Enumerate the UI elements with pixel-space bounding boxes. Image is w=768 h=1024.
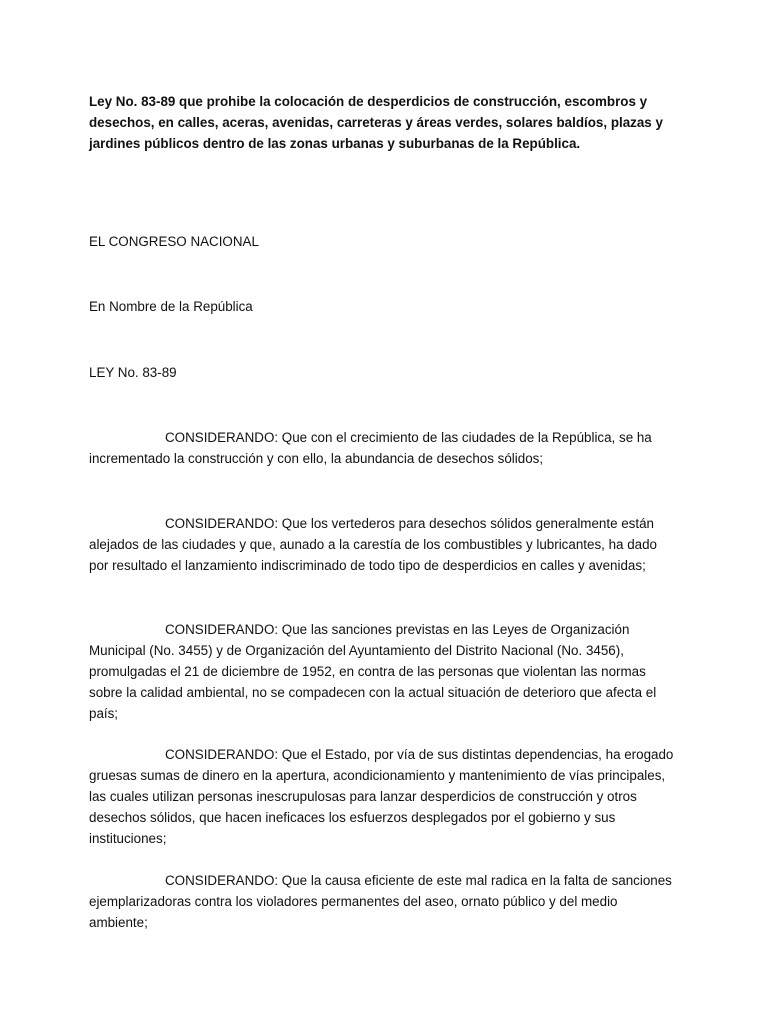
considerando-paragraph: CONSIDERANDO: Que las sanciones previstas en las Leyes de Organización Municipal (No. 3455) y de Organización del Ayuntamiento del Distrito Nacional (No. 3456), promulgadas el 21 de diciembre de 1952, en contra de las personas que violentan las normas sobre la calidad ambiental, no se compadecen con la actual situación de deterioro que afecta el país; — [89, 622, 657, 721]
invocation-line: En Nombre de la República — [89, 299, 253, 314]
considerando-paragraph: CONSIDERANDO: Que con el crecimiento de las ciudades de la República, se ha incrementado la construcción y con ello, la abundancia de desechos sólidos; — [89, 430, 652, 466]
considerando-paragraph: CONSIDERANDO: Que los vertederos para desechos sólidos generalmente están alejados de las ciudades y que, aunado a la carestía de los combustibles y lubricantes, ha dado por resultado el lanzamiento indiscriminado de todo tipo de desperdicios en calles y avenidas; — [89, 516, 657, 573]
considerando-paragraph: CONSIDERANDO: Que la causa eficiente de este mal radica en la falta de sanciones ejemplarizadoras contra los violadores permanentes del aseo, ornato público y del medio ambiente; — [89, 873, 672, 930]
considerando-paragraph: CONSIDERANDO: Que el Estado, por vía de sus distintas dependencias, ha erogado gruesas sumas de dinero en la apertura, acondicionamiento y mantenimiento de vías principales, las cuales utilizan personas inescrupulosas para lanzar desperdicios de construcción y otros desechos sólidos, que hacen ineficaces los esfuerzos desplegados por el gobierno y sus instituciones; — [89, 747, 674, 846]
law-number: LEY No. 83-89 — [89, 365, 177, 380]
document-title: Ley No. 83-89 que prohibe la colocación de desperdicios de construcción, escombros y desechos, en calles, aceras, avenidas, carreteras y áreas verdes, solares baldíos, plazas y jardines públicos dentro de las zonas urbanas y suburbanas de la República. — [89, 94, 663, 151]
issuer-heading: EL CONGRESO NACIONAL — [89, 234, 259, 249]
